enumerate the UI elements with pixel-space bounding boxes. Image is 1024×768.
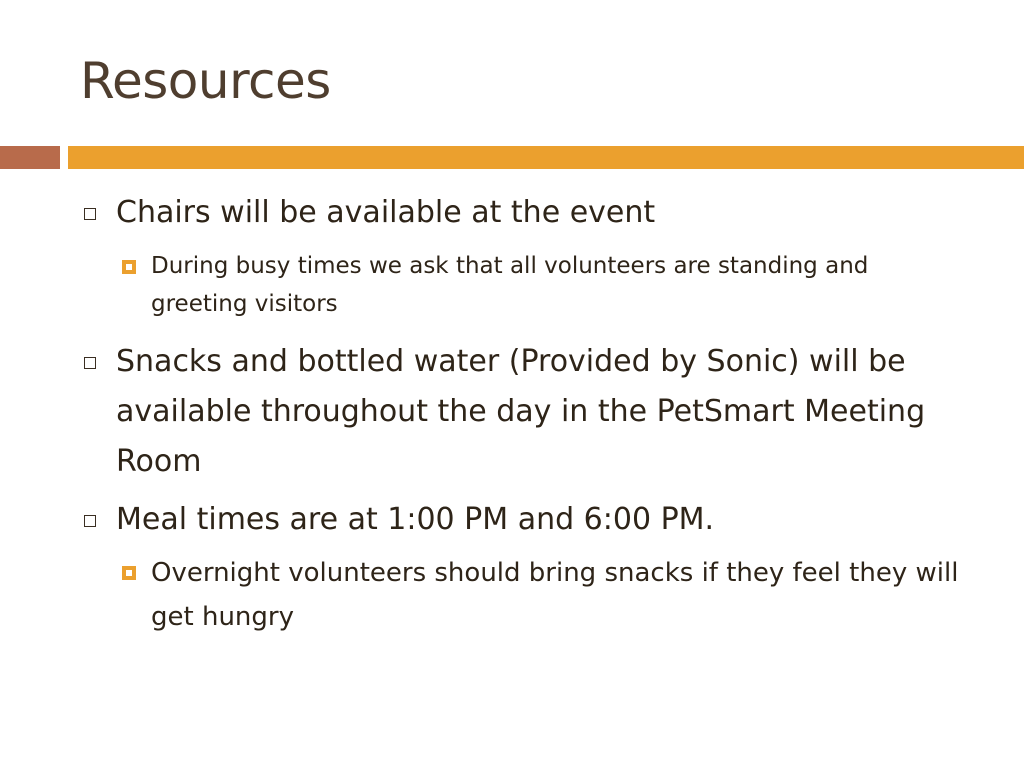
slide-title: Resources bbox=[80, 52, 331, 110]
bullet-text: Meal times are at 1:00 PM and 6:00 PM. bbox=[116, 502, 715, 537]
square-bullet-icon bbox=[84, 357, 96, 369]
sub-bullet-item bbox=[151, 247, 971, 323]
filled-square-bullet-icon bbox=[122, 566, 136, 580]
filled-square-bullet-icon bbox=[122, 260, 136, 274]
bullet-text: Chairs will be available at the event bbox=[116, 195, 656, 230]
bullet-text: Snacks and bottled water (Provided by Sonic) will be available throughout the day in the PetSmart Meeting Room bbox=[116, 344, 926, 479]
square-bullet-icon bbox=[84, 515, 96, 527]
sub-bullet-text: Overnight volunteers should bring snacks if they feel they will get hungry bbox=[151, 558, 959, 632]
bullet-item bbox=[116, 188, 956, 238]
bullet-item bbox=[116, 495, 956, 545]
sub-bullet-item bbox=[151, 551, 971, 639]
square-bullet-icon bbox=[84, 208, 96, 220]
sub-bullet-text: During busy times we ask that all volunteers are standing and greeting visitors bbox=[151, 253, 869, 317]
bullet-item bbox=[116, 337, 956, 487]
